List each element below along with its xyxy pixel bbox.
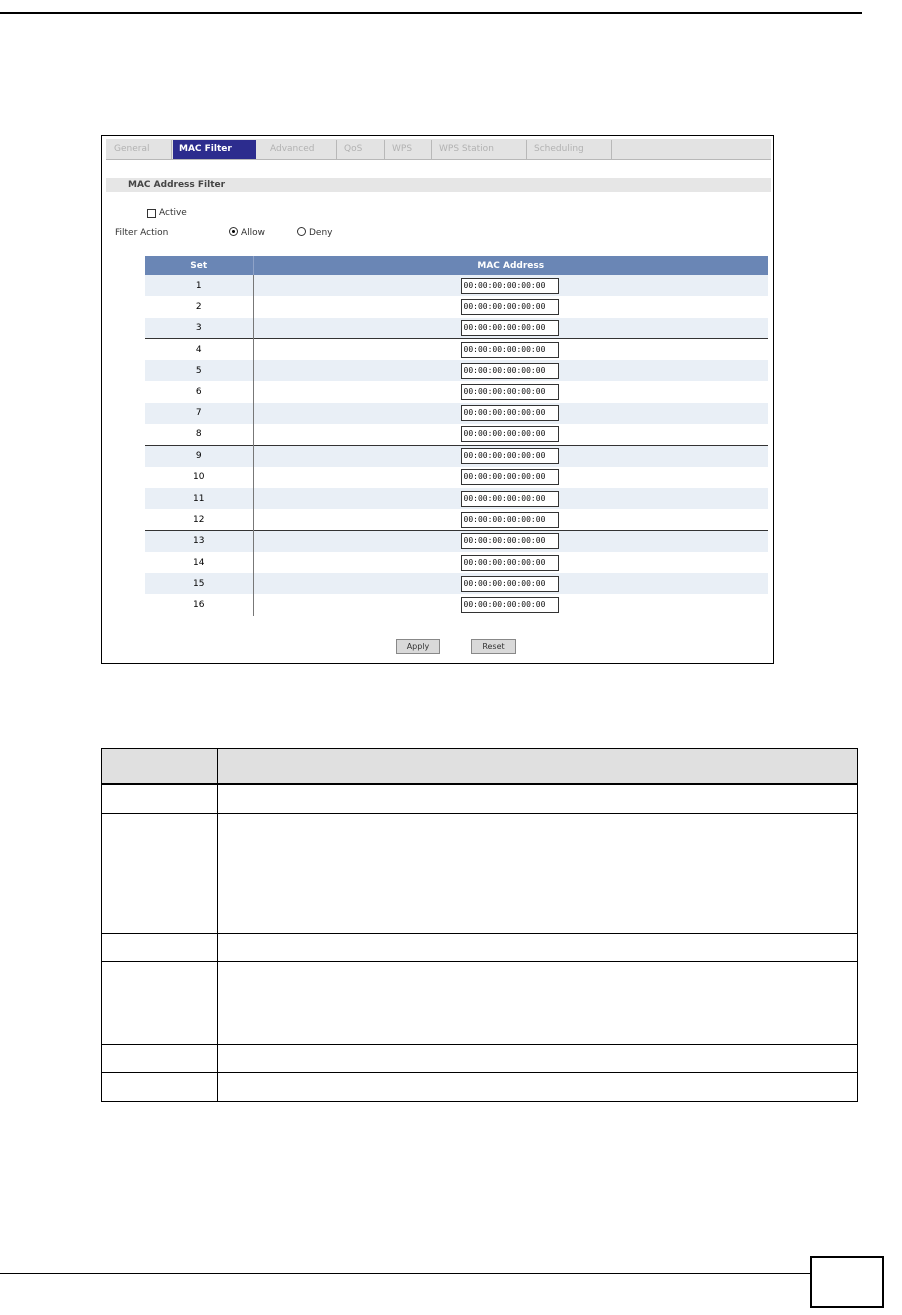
set-number: 4 <box>145 339 253 360</box>
mac-address-input[interactable]: 00:00:00:00:00:00 <box>461 426 559 442</box>
mac-address-input[interactable]: 00:00:00:00:00:00 <box>461 405 559 421</box>
section-header <box>106 178 771 192</box>
set-number: 3 <box>145 318 253 339</box>
tab-separator <box>171 140 172 159</box>
mac-address-input[interactable]: 00:00:00:00:00:00 <box>461 299 559 315</box>
screenshot-frame <box>101 135 774 664</box>
description-cell <box>218 934 858 962</box>
description-header-description <box>218 749 858 784</box>
mac-address-input[interactable]: 00:00:00:00:00:00 <box>461 512 559 528</box>
set-number: 11 <box>145 488 253 509</box>
tab-separator <box>336 140 337 159</box>
mac-address-input[interactable]: 00:00:00:00:00:00 <box>461 533 559 549</box>
description-cell <box>218 962 858 1045</box>
mac-address-input[interactable]: 00:00:00:00:00:00 <box>461 320 559 336</box>
footer-rule <box>0 1273 810 1274</box>
page-number-box <box>810 1256 884 1308</box>
mac-address-input[interactable]: 00:00:00:00:00:00 <box>461 448 559 464</box>
set-number: 13 <box>145 531 253 552</box>
tab-scheduling[interactable]: Scheduling <box>534 144 584 154</box>
mac-address-input[interactable]: 00:00:00:00:00:00 <box>461 597 559 613</box>
tab-separator <box>384 140 385 159</box>
mac-address-input[interactable]: 00:00:00:00:00:00 <box>461 384 559 400</box>
description-cell <box>102 784 218 814</box>
active-checkbox[interactable] <box>147 209 156 218</box>
description-cell <box>218 814 858 934</box>
mac-address-input[interactable]: 00:00:00:00:00:00 <box>461 576 559 592</box>
tab-wps[interactable]: WPS <box>392 144 413 154</box>
set-number: 12 <box>145 509 253 530</box>
description-header-label <box>102 749 218 784</box>
set-number: 14 <box>145 552 253 573</box>
description-cell <box>218 1045 858 1073</box>
description-cell <box>102 814 218 934</box>
tab-qos[interactable]: QoS <box>344 144 363 154</box>
tab-separator <box>611 140 612 159</box>
mac-address-input[interactable]: 00:00:00:00:00:00 <box>461 469 559 485</box>
tab-general[interactable]: General <box>114 144 150 154</box>
mac-address-input[interactable]: 00:00:00:00:00:00 <box>461 278 559 294</box>
set-number: 5 <box>145 360 253 381</box>
set-number: 8 <box>145 424 253 445</box>
tab-mac-filter[interactable]: MAC Filter <box>173 140 256 159</box>
column-header-set: Set <box>145 256 253 275</box>
description-cell <box>102 934 218 962</box>
set-number: 16 <box>145 594 253 615</box>
active-checkbox-row <box>147 208 187 218</box>
set-number: 7 <box>145 403 253 424</box>
tab-separator <box>526 140 527 159</box>
mac-address-input[interactable]: 00:00:00:00:00:00 <box>461 555 559 571</box>
deny-label: Deny <box>309 228 333 238</box>
mac-address-input[interactable]: 00:00:00:00:00:00 <box>461 342 559 358</box>
set-number: 10 <box>145 467 253 488</box>
tab-bar <box>106 139 771 160</box>
allow-radio[interactable] <box>229 227 238 236</box>
active-label: Active <box>159 208 187 218</box>
mac-address-input[interactable]: 00:00:00:00:00:00 <box>461 491 559 507</box>
description-cell <box>218 784 858 814</box>
allow-label: Allow <box>241 228 266 238</box>
description-cell <box>102 962 218 1045</box>
tab-separator <box>431 140 432 159</box>
mac-address-table <box>145 256 768 616</box>
tab-advanced[interactable]: Advanced <box>270 144 315 154</box>
set-number: 15 <box>145 573 253 594</box>
section-title: MAC Address Filter <box>128 180 226 190</box>
reset-button[interactable]: Reset <box>471 639 516 654</box>
deny-radio[interactable] <box>297 227 306 236</box>
column-header-mac: MAC Address <box>253 256 768 275</box>
field-description-table <box>101 748 858 1102</box>
set-number: 9 <box>145 445 253 466</box>
apply-button[interactable]: Apply <box>396 639 440 654</box>
description-cell <box>218 1073 858 1102</box>
tab-wps-station[interactable]: WPS Station <box>439 144 494 154</box>
description-cell <box>102 1073 218 1102</box>
filter-action-label: Filter Action <box>115 228 169 238</box>
set-number: 1 <box>145 275 253 296</box>
header-rule <box>0 12 862 14</box>
set-number: 6 <box>145 381 253 402</box>
set-number: 2 <box>145 296 253 317</box>
description-cell <box>102 1045 218 1073</box>
mac-address-input[interactable]: 00:00:00:00:00:00 <box>461 363 559 379</box>
